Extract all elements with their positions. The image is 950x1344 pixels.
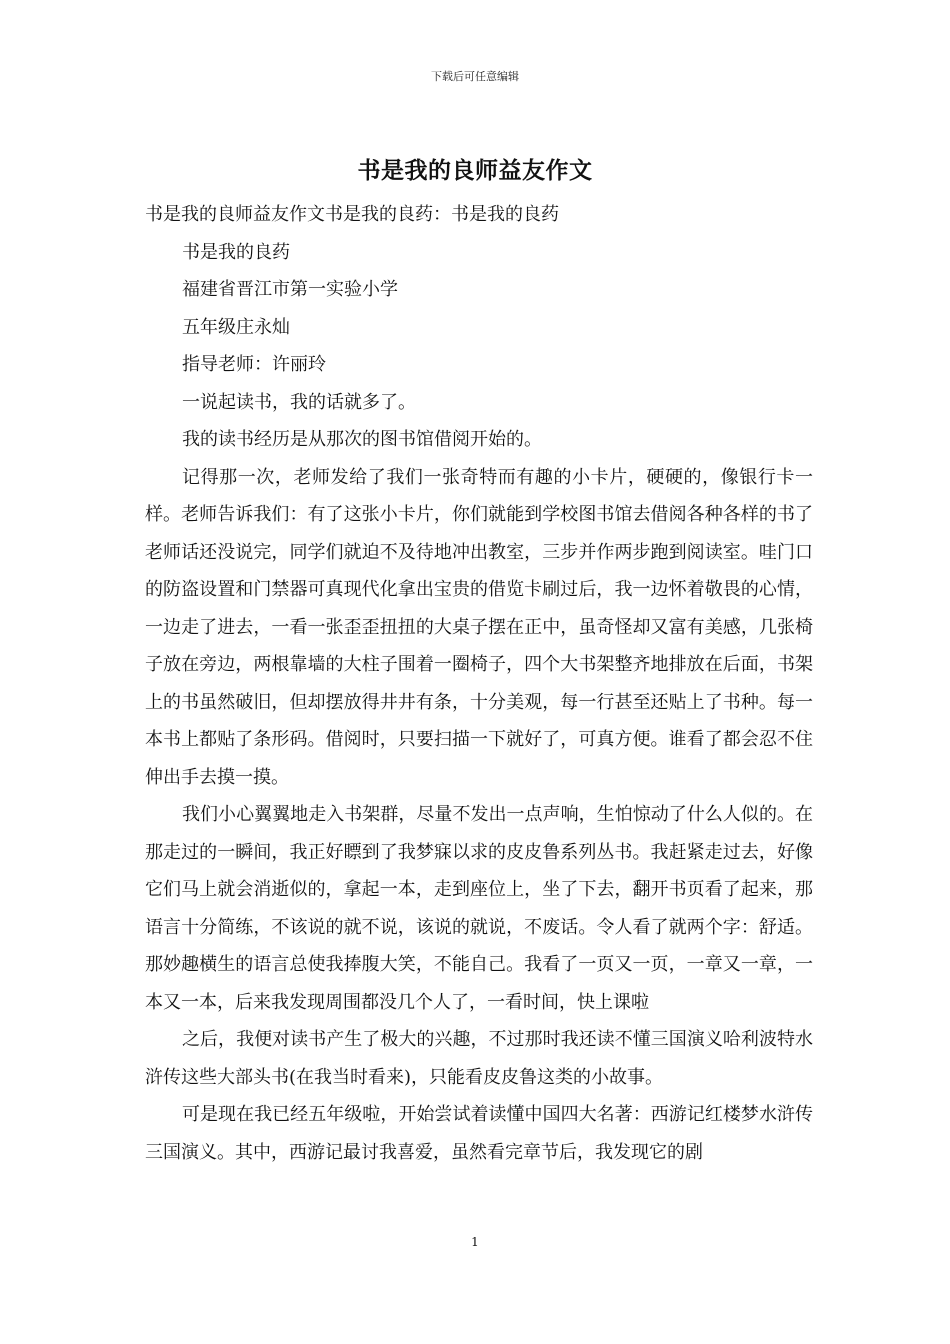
header-note: 下载后可任意编辑 bbox=[431, 70, 519, 83]
paragraph: 指导老师：许丽玲 bbox=[182, 354, 326, 375]
page-number: 1 bbox=[471, 1235, 479, 1249]
paragraph: 可是现在我已经五年级啦，开始尝试着读懂中国四大名著：西游记红楼梦水浒传三国演义。其中，西游记最讨我喜爱，虽然看完章节后，我发现它的剧 bbox=[145, 1104, 813, 1163]
paragraph: 五年级庄永灿 bbox=[182, 316, 290, 338]
document-body bbox=[145, 196, 813, 1171]
paragraph: 福建省晋江市第一实验小学 bbox=[182, 279, 398, 300]
paragraph: 我们小心翼翼地走入书架群，尽量不发出一点声响，生怕惊动了什么人似的。在那走过的一瞬间，我正好瞟到了我梦寐以求的皮皮鲁系列丛书。我赶紧走过去，好像它们马上就会消逝似的，拿起一本，走到座位上，坐了下去，翻开书页看了起来，那语言十分简练，不该说的就不说，该说的就说，不废话。令人看了就两个字：舒适。那妙趣横生的语言总使我捧腹大笑，不能自己。我看了一页又一页，一章又一章，一本又一本，后来我发现周围都没几个人了，一看时间，快上课啦 bbox=[145, 804, 813, 1013]
paragraph: 书是我的良药 bbox=[182, 241, 290, 263]
paragraph: 之后，我便对读书产生了极大的兴趣，不过那时我还读不懂三国演义哈利波特水浒传这些大部头书(在我当时看来)，只能看皮皮鲁这类的小故事。 bbox=[145, 1029, 813, 1088]
paragraph: 我的读书经历是从那次的图书馆借阅开始的。 bbox=[182, 429, 542, 450]
paragraph: 书是我的良师益友作文书是我的良药：书是我的良药 bbox=[145, 204, 559, 225]
paragraph: 一说起读书，我的话就多了。 bbox=[182, 391, 416, 413]
paragraph: 记得那一次，老师发给了我们一张奇特而有趣的小卡片，硬硬的，像银行卡一样。老师告诉我们：有了这张小卡片，你们就能到学校图书馆去借阅各种各样的书了老师话还没说完，同学们就迫不及待地冲出教室，三步并作两步跑到阅读室。哇门口的防盗设置和门禁器可真现代化拿出宝贵的借览卡刷过后，我一边怀着敬畏的心情，一边走了进去，一看一张歪歪扭扭的大桌子摆在正中，虽奇怪却又富有美感，几张椅子放在旁边，两根靠墙的大柱子围着一圈椅子，四个大书架整齐地排放在后面，书架上的书虽然破旧，但却摆放得井井有条，十分美观，每一行甚至还贴上了书种。每一本书上都贴了条形码。借阅时，只要扫描一下就好了，可真方便。谁看了都会忍不住伸出手去摸一摸。 bbox=[145, 466, 813, 788]
document-title: 书是我的良师益友作文 bbox=[357, 157, 593, 184]
